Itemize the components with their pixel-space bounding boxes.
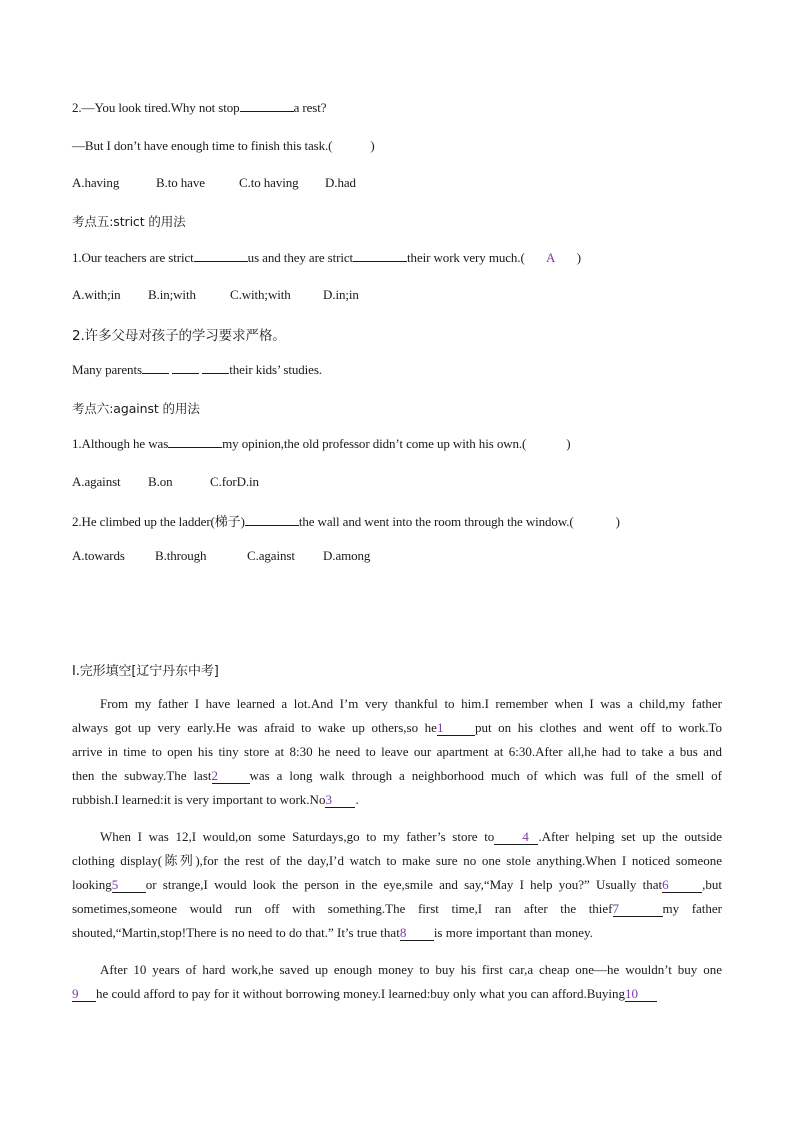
option-a[interactable]: A.towards (72, 548, 125, 563)
topic6-title: 考点六:against 的用法 (72, 401, 200, 416)
t6q2-paren-end: ) (615, 514, 620, 529)
q2-text-a: 2.—You look tired.Why not stop (72, 100, 240, 115)
answer-blank[interactable] (194, 250, 248, 262)
cloze-title: Ⅰ.完形填空[辽宁丹东中考] (72, 664, 219, 679)
cloze-paragraph-1 (72, 692, 722, 812)
cloze-blank-6[interactable]: 6 (662, 877, 702, 893)
answer-blank[interactable] (202, 362, 229, 374)
answer-blank[interactable] (142, 362, 169, 374)
answer-blank[interactable] (353, 250, 407, 262)
cloze-blank-1[interactable]: 1 (437, 720, 475, 736)
cloze-line (72, 958, 722, 982)
option-a[interactable]: A.with;in (72, 287, 121, 302)
answer-blank[interactable] (172, 362, 199, 374)
cloze-text: then the subway.The last (72, 768, 212, 783)
cloze-blank-9[interactable]: 9 (72, 986, 96, 1002)
option-b[interactable]: B.on (148, 474, 173, 489)
cloze-text: clothing display(陈列),for the rest of the day,I’d watch to make sure no one stole anything.When I noticed someone (72, 853, 722, 868)
q2-paren-end: ) (370, 138, 375, 153)
t6q2-text-b: the wall and went into the room through the window.( (298, 514, 574, 529)
cloze-text: always got up very early.He was afraid to wake up others,so he (72, 720, 437, 735)
topic6-q2 (72, 511, 620, 530)
cloze-blank-4[interactable]: 4 (494, 829, 538, 845)
option-d[interactable]: D.had (325, 175, 356, 190)
q2-line2 (72, 138, 375, 154)
option-d[interactable]: D.in;in (323, 287, 359, 302)
option-a[interactable]: A.having (72, 175, 120, 190)
topic5-q1-options (72, 287, 359, 303)
cloze-blank-3[interactable]: 3 (325, 792, 355, 808)
cloze-blank-2[interactable]: 2 (212, 768, 250, 784)
cloze-text: After 10 years of hard work,he saved up enough money to buy his first car,a cheap one—he wouldn’t buy one (100, 962, 722, 977)
cloze-line (72, 897, 722, 921)
t6q1-paren-end: ) (566, 436, 571, 451)
cloze-paragraph-3 (72, 958, 722, 1006)
t5q1-text-b: us and they are strict (247, 250, 354, 265)
cloze-text: he could afford to pay for it without borrowing money.I learned:buy only what you can afford.Buying (96, 986, 626, 1001)
cloze-text: When I was 12,I would,on some Saturdays,go to my father’s store to (100, 829, 495, 844)
cloze-blank-7[interactable]: 7 (613, 901, 663, 917)
cloze-line (72, 849, 722, 873)
answer-blank[interactable] (240, 100, 294, 112)
t5q1-text-c: their work very much.( (407, 250, 525, 265)
cloze-text: sometimes,someone would run off with something.The first time,I ran after the thief (72, 901, 613, 916)
cloze-text: is more important than money. (433, 925, 593, 940)
cloze-line (72, 716, 722, 740)
cloze-blank-5[interactable]: 5 (112, 877, 146, 893)
cloze-text: ,but (702, 877, 722, 892)
cloze-blank-10[interactable]: 10 (625, 986, 657, 1002)
t6q1-text-b: my opinion,the old professor didn’t come up with his own.( (222, 436, 527, 451)
cloze-line (72, 982, 722, 1006)
option-a[interactable]: A.against (72, 474, 121, 489)
cloze-text: looking (72, 877, 112, 892)
topic5-q2-en (72, 362, 322, 378)
cloze-text: rubbish.I learned:it is very important to work.No (72, 792, 326, 807)
cloze-line (72, 825, 722, 849)
cloze-line (72, 788, 722, 812)
option-b[interactable]: B.to have (156, 175, 205, 190)
topic5-title: 考点五:strict 的用法 (72, 214, 186, 229)
cloze-line (72, 740, 722, 764)
t5q1-answer: A (546, 250, 556, 265)
option-c[interactable]: C.with;with (230, 287, 291, 302)
answer-blank[interactable] (245, 514, 299, 526)
t6q2-text-a: 2.He climbed up the ladder(梯子) (72, 514, 245, 529)
cloze-line (72, 873, 722, 897)
cloze-text: put on his clothes and went off to work.To (474, 720, 722, 735)
topic6-q1 (72, 436, 571, 452)
cloze-line (72, 921, 722, 945)
cloze-text: my father (662, 901, 723, 916)
q2-line1 (72, 100, 326, 116)
topic5-q1 (72, 250, 581, 266)
q2-text-b: a rest? (293, 100, 327, 115)
t6q1-text-a: 1.Although he was (72, 436, 169, 451)
option-b[interactable]: B.in;with (148, 287, 196, 302)
topic6-q1-options (72, 474, 259, 490)
topic5-q2-cn: 2.许多父母对孩子的学习要求严格。 (72, 328, 286, 344)
cloze-text: arrive in time to open his tiny store at 8:30 he need to leave our apartment at 6:30.After all,he had to take a bus and (72, 744, 722, 759)
t5q2-text-b: their kids’ studies. (229, 362, 322, 377)
cloze-text: From my father I have learned a lot.And I’m very thankful to him.I remember when I was a child,my father (100, 696, 722, 711)
option-c[interactable]: C.against (247, 548, 295, 563)
option-d[interactable]: D.among (323, 548, 371, 563)
cloze-text: was a long walk through a neighborhood much of which was full of the smell of (249, 768, 722, 783)
cloze-line (72, 764, 722, 788)
cloze-text: or strange,I would look the person in the eye,smile and say,“May I help you?” Usually that (145, 877, 663, 892)
option-c[interactable]: C.to having (239, 175, 299, 190)
cloze-line (72, 692, 722, 716)
cloze-paragraph-2 (72, 825, 722, 945)
t5q1-paren-end: ) (576, 250, 581, 265)
t5q1-text-a: 1.Our teachers are strict (72, 250, 194, 265)
cloze-blank-8[interactable]: 8 (400, 925, 434, 941)
option-c-d[interactable]: C.forD.in (210, 474, 259, 489)
q2-text-c: —But I don’t have enough time to finish this task.( (72, 138, 333, 153)
q2-options (72, 175, 356, 191)
cloze-text: .After helping set up the outside (538, 829, 722, 844)
option-b[interactable]: B.through (155, 548, 207, 563)
topic6-q2-options (72, 548, 370, 564)
cloze-text: shouted,“Martin,stop!There is no need to do that.” It’s true that (72, 925, 400, 940)
cloze-text: . (355, 792, 359, 807)
answer-blank[interactable] (168, 436, 222, 448)
t5q2-text-a: Many parents (72, 362, 142, 377)
